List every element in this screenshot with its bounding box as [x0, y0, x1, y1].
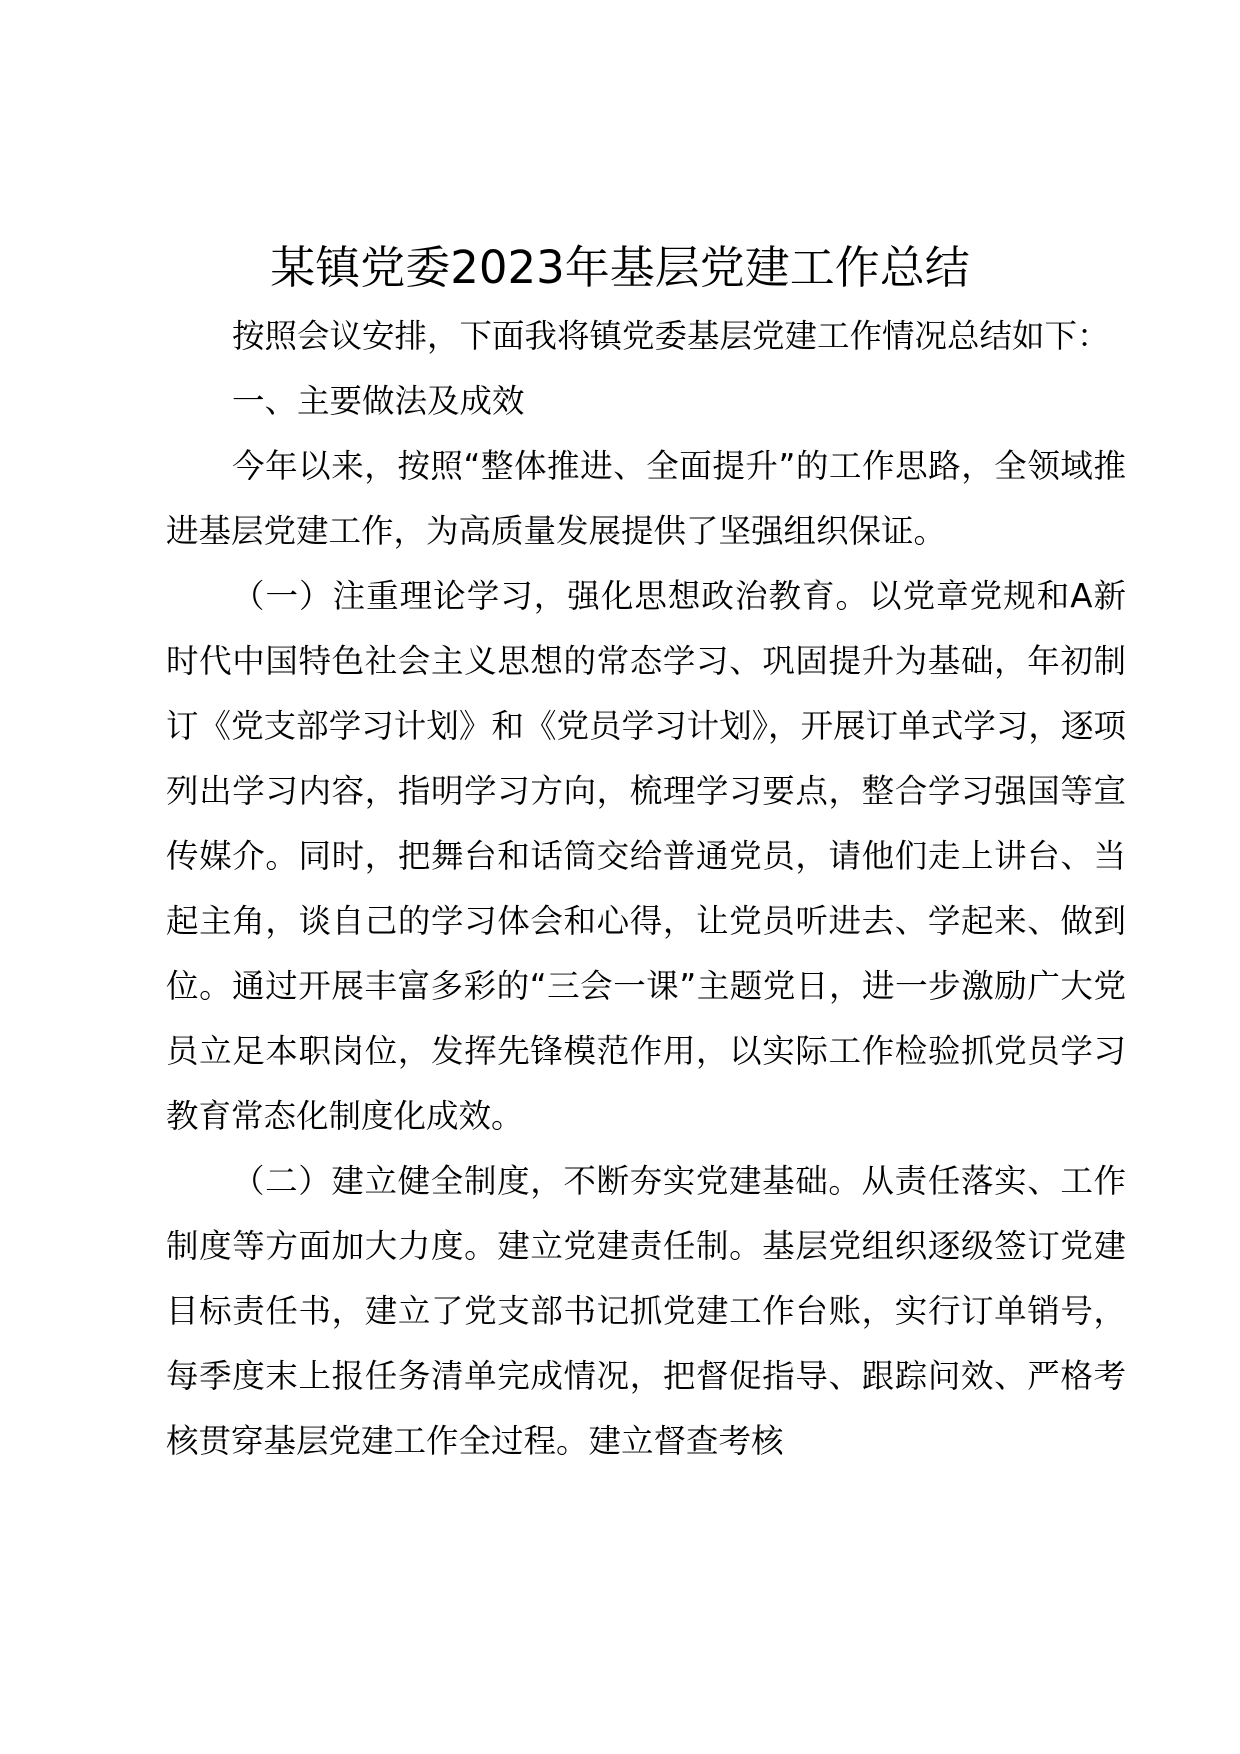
system-building-paragraph: （二）建立健全制度，不断夯实党建基础。从责任落实、工作制度等方面加大力度。建立党建责任制。基层党组织逐级签订党建目标责任书，建立了党支部书记抓党建工作台账，实行订单销号，每季度末上报任务清单完成情况，把督促指导、跟踪问效、严格考核贯穿基层党建工作全过程。建立督查考核 — [166, 1162, 1126, 1460]
document-body — [166, 304, 1126, 1474]
theory-study-paragraph: （一）注重理论学习，强化思想政治教育。以党章党规和A新时代中国特色社会主义思想的常态学习、巩固提升为基础，年初制订《党支部学习计划》和《党员学习计划》，开展订单式学习，逐项列出学习内容，指明学习方向，梳理学习要点，整合学习强国等宣传媒介。同时，把舞台和话筒交给普通党员，请他们走上讲台、当起主角，谈自己的学习体会和心得，让党员听进去、学起来、做到位。通过开展丰富多彩的“三会一课”主题党日，进一步激励广大党员立足本职岗位，发挥先锋模范作用，以实际工作检验抓党员学习教育常态化制度化成效。 — [166, 577, 1126, 1135]
document-title: 某镇党委2023年基层党建工作总结 — [270, 241, 970, 294]
section-heading: 一、主要做法及成效 — [232, 382, 525, 420]
intro-paragraph: 按照会议安排，下面我将镇党委基层党建工作情况总结如下： — [232, 317, 1110, 355]
overview-paragraph: 今年以来，按照“整体推进、全面提升”的工作思路，全领域推进基层党建工作，为高质量发展提供了坚强组织保证。 — [166, 447, 1126, 550]
